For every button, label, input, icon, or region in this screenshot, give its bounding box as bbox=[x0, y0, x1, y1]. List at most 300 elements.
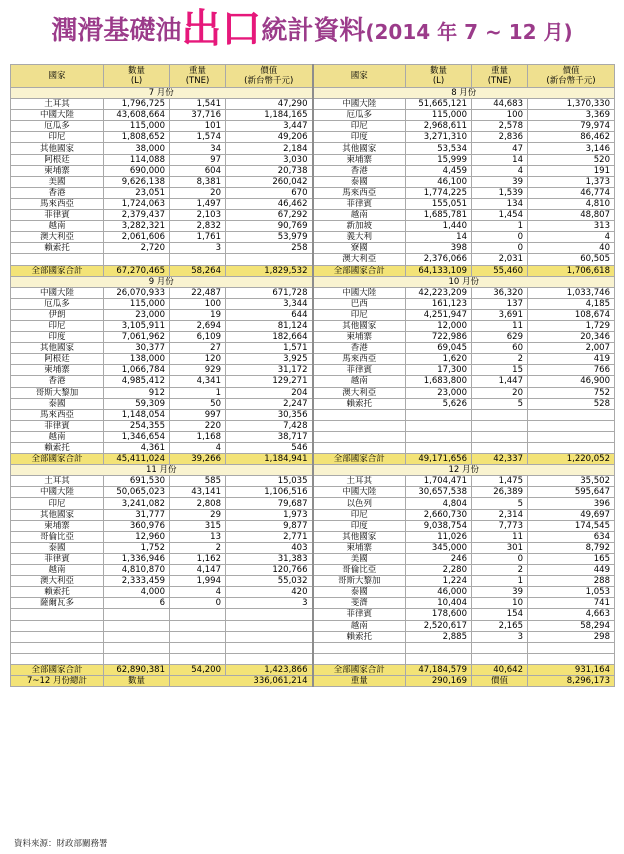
grand-total-label: 7~12 月份總計 bbox=[11, 675, 104, 686]
country-cell: 印尼 bbox=[313, 509, 406, 520]
qty-cell: 4,985,412 bbox=[104, 376, 170, 387]
qty-cell: 1,224 bbox=[406, 576, 472, 587]
weight-cell: 4 bbox=[170, 443, 226, 454]
total-label: 全部國家合計 bbox=[11, 265, 104, 276]
total-weight-cell: 55,460 bbox=[472, 265, 528, 276]
grand-total-row bbox=[11, 675, 615, 686]
qty-cell: 2,720 bbox=[104, 243, 170, 254]
weight-cell: 315 bbox=[170, 520, 226, 531]
qty-cell: 23,000 bbox=[406, 387, 472, 398]
total-value-cell: 931,164 bbox=[528, 664, 615, 675]
value-cell: 46,774 bbox=[528, 187, 615, 198]
total-weight-cell: 40,642 bbox=[472, 664, 528, 675]
qty-cell: 155,051 bbox=[406, 198, 472, 209]
value-cell: 528 bbox=[528, 398, 615, 409]
country-cell: 香港 bbox=[11, 376, 104, 387]
weight-cell: 3 bbox=[170, 243, 226, 254]
value-cell: 634 bbox=[528, 531, 615, 542]
table-row bbox=[11, 254, 615, 265]
total-qty-cell: 67,270,465 bbox=[104, 265, 170, 276]
value-cell: 15,035 bbox=[226, 476, 313, 487]
total-value-cell: 1,184,941 bbox=[226, 454, 313, 465]
value-cell: 46,900 bbox=[528, 376, 615, 387]
weight-cell: 44,683 bbox=[472, 99, 528, 110]
qty-cell: 3,105,911 bbox=[104, 320, 170, 331]
weight-cell: 39 bbox=[472, 587, 528, 598]
qty-cell: 4,000 bbox=[104, 587, 170, 598]
value-cell: 298 bbox=[528, 631, 615, 642]
country-cell: 印度 bbox=[313, 132, 406, 143]
qty-cell bbox=[406, 642, 472, 653]
weight-cell: 220 bbox=[170, 420, 226, 431]
qty-cell: 14 bbox=[406, 232, 472, 243]
qty-cell: 9,038,754 bbox=[406, 520, 472, 531]
value-cell: 46,462 bbox=[226, 198, 313, 209]
country-cell: 中國大陸 bbox=[313, 287, 406, 298]
qty-cell: 53,534 bbox=[406, 143, 472, 154]
country-cell: 印度 bbox=[11, 332, 104, 343]
value-cell: 3,030 bbox=[226, 154, 313, 165]
weight-cell bbox=[472, 443, 528, 454]
value-cell bbox=[226, 631, 313, 642]
table-row bbox=[11, 387, 615, 398]
grand-total-weight: 290,169 bbox=[406, 675, 472, 686]
qty-cell: 1,346,654 bbox=[104, 431, 170, 442]
value-cell: 47,290 bbox=[226, 99, 313, 110]
value-cell: 2,184 bbox=[226, 143, 313, 154]
qty-cell: 2,379,437 bbox=[104, 210, 170, 221]
country-cell: 印尼 bbox=[313, 121, 406, 132]
qty-cell: 1,796,725 bbox=[104, 99, 170, 110]
country-cell bbox=[11, 631, 104, 642]
table-row bbox=[11, 243, 615, 254]
weight-cell: 154 bbox=[472, 609, 528, 620]
value-cell: 4,810 bbox=[528, 198, 615, 209]
title-part2: 出口 bbox=[181, 5, 262, 52]
header-country: 國家 bbox=[313, 65, 406, 88]
value-cell: 90,769 bbox=[226, 221, 313, 232]
table-row bbox=[11, 642, 615, 653]
country-cell: 土耳其 bbox=[313, 476, 406, 487]
qty-cell: 43,608,664 bbox=[104, 110, 170, 121]
value-cell: 1,106,516 bbox=[226, 487, 313, 498]
weight-cell: 0 bbox=[170, 598, 226, 609]
country-cell: 厄瓜多 bbox=[11, 298, 104, 309]
country-cell: 馬來西亞 bbox=[11, 409, 104, 420]
value-cell: 86,462 bbox=[528, 132, 615, 143]
page-title bbox=[0, 0, 624, 58]
qty-cell: 1,774,225 bbox=[406, 187, 472, 198]
value-cell bbox=[226, 620, 313, 631]
country-cell: 其他國家 bbox=[11, 343, 104, 354]
qty-cell: 4,251,947 bbox=[406, 309, 472, 320]
country-cell: 越南 bbox=[11, 431, 104, 442]
weight-cell bbox=[170, 631, 226, 642]
value-cell: 1,729 bbox=[528, 320, 615, 331]
value-cell bbox=[528, 420, 615, 431]
value-cell: 49,206 bbox=[226, 132, 313, 143]
country-cell bbox=[313, 409, 406, 420]
weight-cell: 629 bbox=[472, 332, 528, 343]
weight-cell bbox=[472, 653, 528, 664]
weight-cell: 301 bbox=[472, 542, 528, 553]
country-cell: 賴索托 bbox=[313, 631, 406, 642]
weight-cell: 2,314 bbox=[472, 509, 528, 520]
qty-cell: 178,600 bbox=[406, 609, 472, 620]
qty-cell: 161,123 bbox=[406, 298, 472, 309]
weight-cell: 2 bbox=[170, 542, 226, 553]
weight-cell bbox=[472, 409, 528, 420]
title-part4: (2014 年 7 ~ 12 月) bbox=[365, 20, 573, 44]
qty-cell bbox=[406, 653, 472, 664]
country-cell: 泰國 bbox=[313, 176, 406, 187]
weight-cell: 36,320 bbox=[472, 287, 528, 298]
qty-cell: 2,885 bbox=[406, 631, 472, 642]
table-row bbox=[11, 198, 615, 209]
weight-cell: 1,168 bbox=[170, 431, 226, 442]
total-label: 全部國家合計 bbox=[313, 454, 406, 465]
table-row bbox=[11, 520, 615, 531]
qty-cell: 30,657,538 bbox=[406, 487, 472, 498]
weight-cell: 4,147 bbox=[170, 565, 226, 576]
qty-cell bbox=[406, 409, 472, 420]
country-cell bbox=[11, 609, 104, 620]
value-cell: 20,346 bbox=[528, 332, 615, 343]
value-cell: 40 bbox=[528, 243, 615, 254]
total-weight-cell: 58,264 bbox=[170, 265, 226, 276]
value-cell: 258 bbox=[226, 243, 313, 254]
weight-cell: 2,165 bbox=[472, 620, 528, 631]
weight-cell: 2,031 bbox=[472, 254, 528, 265]
qty-cell: 26,070,933 bbox=[104, 287, 170, 298]
country-cell: 其他國家 bbox=[313, 143, 406, 154]
country-cell: 賴索托 bbox=[11, 243, 104, 254]
weight-cell: 14 bbox=[472, 154, 528, 165]
weight-cell: 2,578 bbox=[472, 121, 528, 132]
weight-cell: 26,389 bbox=[472, 487, 528, 498]
qty-cell: 59,309 bbox=[104, 398, 170, 409]
country-cell: 印尼 bbox=[313, 309, 406, 320]
value-cell: 9,877 bbox=[226, 520, 313, 531]
country-cell: 香港 bbox=[313, 343, 406, 354]
weight-cell: 8,381 bbox=[170, 176, 226, 187]
table-row bbox=[11, 587, 615, 598]
qty-cell: 1,440 bbox=[406, 221, 472, 232]
value-cell: 20,738 bbox=[226, 165, 313, 176]
month-row bbox=[11, 465, 615, 476]
qty-cell: 1,683,800 bbox=[406, 376, 472, 387]
weight-cell: 97 bbox=[170, 154, 226, 165]
table-row bbox=[11, 320, 615, 331]
value-cell: 644 bbox=[226, 309, 313, 320]
weight-cell: 34 bbox=[170, 143, 226, 154]
qty-cell: 138,000 bbox=[104, 354, 170, 365]
qty-cell: 1,724,063 bbox=[104, 198, 170, 209]
country-cell: 賴索托 bbox=[11, 443, 104, 454]
title-part1: 潤滑基礎油 bbox=[51, 16, 182, 46]
country-cell: 中國大陸 bbox=[11, 110, 104, 121]
value-cell: 313 bbox=[528, 221, 615, 232]
table-row bbox=[11, 221, 615, 232]
table-row bbox=[11, 176, 615, 187]
qty-cell: 12,000 bbox=[406, 320, 472, 331]
qty-cell: 912 bbox=[104, 387, 170, 398]
qty-cell: 115,000 bbox=[406, 110, 472, 121]
value-cell: 55,032 bbox=[226, 576, 313, 587]
weight-cell bbox=[170, 620, 226, 631]
table-row bbox=[11, 232, 615, 243]
table-row bbox=[11, 132, 615, 143]
table-row bbox=[11, 332, 615, 343]
month-row bbox=[11, 88, 615, 99]
country-cell: 泰國 bbox=[11, 398, 104, 409]
total-label: 全部國家合計 bbox=[313, 265, 406, 276]
weight-cell: 1,447 bbox=[472, 376, 528, 387]
weight-cell: 2,694 bbox=[170, 320, 226, 331]
qty-cell: 690,000 bbox=[104, 165, 170, 176]
qty-cell: 46,100 bbox=[406, 176, 472, 187]
table-row bbox=[11, 99, 615, 110]
total-label: 全部國家合計 bbox=[11, 664, 104, 675]
qty-cell: 10,404 bbox=[406, 598, 472, 609]
qty-cell: 1,336,946 bbox=[104, 553, 170, 564]
qty-cell: 31,777 bbox=[104, 509, 170, 520]
weight-cell: 1,761 bbox=[170, 232, 226, 243]
table-row bbox=[11, 298, 615, 309]
weight-cell: 1 bbox=[472, 221, 528, 232]
value-cell bbox=[226, 642, 313, 653]
total-value-cell: 1,706,618 bbox=[528, 265, 615, 276]
weight-cell: 604 bbox=[170, 165, 226, 176]
weight-cell: 1,541 bbox=[170, 99, 226, 110]
table-row bbox=[11, 287, 615, 298]
qty-cell: 1,066,784 bbox=[104, 365, 170, 376]
country-cell: 越南 bbox=[313, 620, 406, 631]
country-cell: 香港 bbox=[313, 165, 406, 176]
weight-cell: 4 bbox=[472, 165, 528, 176]
table-row bbox=[11, 553, 615, 564]
value-cell: 3,447 bbox=[226, 121, 313, 132]
qty-cell: 30,377 bbox=[104, 343, 170, 354]
value-cell: 204 bbox=[226, 387, 313, 398]
qty-cell: 4,810,870 bbox=[104, 565, 170, 576]
value-cell bbox=[528, 443, 615, 454]
qty-cell: 51,665,121 bbox=[406, 99, 472, 110]
table-row bbox=[11, 210, 615, 221]
qty-cell: 11,026 bbox=[406, 531, 472, 542]
value-cell: 546 bbox=[226, 443, 313, 454]
table-row bbox=[11, 187, 615, 198]
value-cell: 60,505 bbox=[528, 254, 615, 265]
country-cell: 賴索托 bbox=[313, 398, 406, 409]
table-row bbox=[11, 398, 615, 409]
weight-cell: 20 bbox=[472, 387, 528, 398]
value-cell: 120,766 bbox=[226, 565, 313, 576]
qty-cell: 4,361 bbox=[104, 443, 170, 454]
weight-cell bbox=[170, 642, 226, 653]
country-cell: 澳大利亞 bbox=[313, 254, 406, 265]
country-cell: 土耳其 bbox=[11, 99, 104, 110]
country-cell: 中國大陸 bbox=[11, 287, 104, 298]
qty-label: 數量 bbox=[104, 675, 170, 686]
value-cell bbox=[226, 609, 313, 620]
country-cell: 薩爾瓦多 bbox=[11, 598, 104, 609]
country-cell: 澳大利亞 bbox=[11, 576, 104, 587]
total-label: 全部國家合計 bbox=[11, 454, 104, 465]
header-qty: 數量 (L) bbox=[406, 65, 472, 88]
value-cell: 8,792 bbox=[528, 542, 615, 553]
weight-cell: 11 bbox=[472, 531, 528, 542]
country-cell: 以色列 bbox=[313, 498, 406, 509]
value-cell: 7,428 bbox=[226, 420, 313, 431]
header-value: 價值 (新台幣千元) bbox=[528, 65, 615, 88]
country-cell: 菲律賓 bbox=[313, 198, 406, 209]
qty-cell: 38,000 bbox=[104, 143, 170, 154]
grand-total-qty: 336,061,214 bbox=[170, 675, 313, 686]
value-cell: 3,369 bbox=[528, 110, 615, 121]
value-cell: 595,647 bbox=[528, 487, 615, 498]
header-weight: 重量 (TNE) bbox=[472, 65, 528, 88]
country-cell bbox=[313, 431, 406, 442]
value-cell: 38,717 bbox=[226, 431, 313, 442]
weight-cell bbox=[170, 609, 226, 620]
qty-cell: 12,960 bbox=[104, 531, 170, 542]
value-cell: 108,674 bbox=[528, 309, 615, 320]
weight-cell: 27 bbox=[170, 343, 226, 354]
export-statistics-table bbox=[10, 64, 615, 687]
table-row bbox=[11, 509, 615, 520]
qty-cell: 2,660,730 bbox=[406, 509, 472, 520]
value-cell: 49,697 bbox=[528, 509, 615, 520]
country-cell: 伊朗 bbox=[11, 309, 104, 320]
month-label: 8 月份 bbox=[313, 88, 615, 99]
value-cell bbox=[226, 254, 313, 265]
table-row bbox=[11, 154, 615, 165]
country-cell: 泰國 bbox=[313, 587, 406, 598]
table-row bbox=[11, 498, 615, 509]
weight-cell: 1 bbox=[472, 576, 528, 587]
country-cell: 土耳其 bbox=[11, 476, 104, 487]
weight-cell: 929 bbox=[170, 365, 226, 376]
country-cell: 泰國 bbox=[11, 542, 104, 553]
value-cell: 48,807 bbox=[528, 210, 615, 221]
country-cell: 厄瓜多 bbox=[313, 110, 406, 121]
qty-cell: 722,986 bbox=[406, 332, 472, 343]
value-cell bbox=[528, 653, 615, 664]
table-row bbox=[11, 309, 615, 320]
value-cell: 4,663 bbox=[528, 609, 615, 620]
weight-cell: 101 bbox=[170, 121, 226, 132]
country-cell: 印尼 bbox=[11, 320, 104, 331]
country-cell: 印尼 bbox=[11, 498, 104, 509]
qty-cell bbox=[406, 443, 472, 454]
country-cell: 菲律賓 bbox=[11, 210, 104, 221]
weight-cell: 22,487 bbox=[170, 287, 226, 298]
month-row bbox=[11, 276, 615, 287]
weight-cell: 39 bbox=[472, 176, 528, 187]
month-label: 7 月份 bbox=[11, 88, 313, 99]
country-cell: 柬埔寨 bbox=[313, 332, 406, 343]
country-cell: 菲律賓 bbox=[11, 420, 104, 431]
weight-cell: 1 bbox=[170, 387, 226, 398]
qty-cell: 254,355 bbox=[104, 420, 170, 431]
total-weight-cell: 39,266 bbox=[170, 454, 226, 465]
weight-cell: 997 bbox=[170, 409, 226, 420]
value-label: 價值 bbox=[472, 675, 528, 686]
value-cell bbox=[528, 431, 615, 442]
country-cell: 印尼 bbox=[11, 132, 104, 143]
header-row bbox=[11, 65, 615, 88]
total-qty-cell: 45,411,024 bbox=[104, 454, 170, 465]
qty-cell: 398 bbox=[406, 243, 472, 254]
country-cell: 越南 bbox=[313, 210, 406, 221]
country-cell: 馬來西亞 bbox=[11, 198, 104, 209]
table-row bbox=[11, 409, 615, 420]
country-cell: 菲律賓 bbox=[11, 553, 104, 564]
value-cell: 79,687 bbox=[226, 498, 313, 509]
weight-cell: 37,716 bbox=[170, 110, 226, 121]
table-row bbox=[11, 121, 615, 132]
country-cell: 柬埔寨 bbox=[313, 542, 406, 553]
weight-cell: 60 bbox=[472, 343, 528, 354]
country-cell: 越南 bbox=[313, 376, 406, 387]
qty-cell: 9,626,138 bbox=[104, 176, 170, 187]
value-cell: 31,383 bbox=[226, 553, 313, 564]
value-cell: 79,974 bbox=[528, 121, 615, 132]
table-row bbox=[11, 576, 615, 587]
value-cell: 35,502 bbox=[528, 476, 615, 487]
country-cell: 柬埔寨 bbox=[313, 154, 406, 165]
qty-cell: 2,968,611 bbox=[406, 121, 472, 132]
qty-cell: 2,061,606 bbox=[104, 232, 170, 243]
header-weight: 重量 (TNE) bbox=[170, 65, 226, 88]
value-cell: 449 bbox=[528, 565, 615, 576]
value-cell: 2,007 bbox=[528, 343, 615, 354]
total-qty-cell: 62,890,381 bbox=[104, 664, 170, 675]
qty-cell: 1,704,471 bbox=[406, 476, 472, 487]
total-qty-cell: 47,184,579 bbox=[406, 664, 472, 675]
country-cell: 香港 bbox=[11, 187, 104, 198]
table-row bbox=[11, 420, 615, 431]
value-cell: 741 bbox=[528, 598, 615, 609]
title-part3: 統計資料 bbox=[261, 16, 366, 46]
country-cell bbox=[11, 254, 104, 265]
value-cell: 403 bbox=[226, 542, 313, 553]
qty-cell bbox=[104, 620, 170, 631]
total-value-cell: 1,423,866 bbox=[226, 664, 313, 675]
country-cell: 美國 bbox=[313, 553, 406, 564]
country-cell: 新加坡 bbox=[313, 221, 406, 232]
weight-cell: 4 bbox=[170, 587, 226, 598]
weight-cell: 1,162 bbox=[170, 553, 226, 564]
qty-cell: 1,148,054 bbox=[104, 409, 170, 420]
table-row bbox=[11, 354, 615, 365]
value-cell: 1,571 bbox=[226, 343, 313, 354]
weight-cell: 1,454 bbox=[472, 210, 528, 221]
weight-cell: 50 bbox=[170, 398, 226, 409]
country-cell: 澳大利亞 bbox=[11, 232, 104, 243]
country-cell: 阿根廷 bbox=[11, 354, 104, 365]
country-cell: 印度 bbox=[313, 520, 406, 531]
table-row bbox=[11, 476, 615, 487]
qty-cell bbox=[104, 631, 170, 642]
weight-cell: 2 bbox=[472, 354, 528, 365]
qty-cell: 246 bbox=[406, 553, 472, 564]
value-cell: 2,247 bbox=[226, 398, 313, 409]
weight-cell: 13 bbox=[170, 531, 226, 542]
country-cell: 澳大利亞 bbox=[313, 387, 406, 398]
value-cell: 53,979 bbox=[226, 232, 313, 243]
